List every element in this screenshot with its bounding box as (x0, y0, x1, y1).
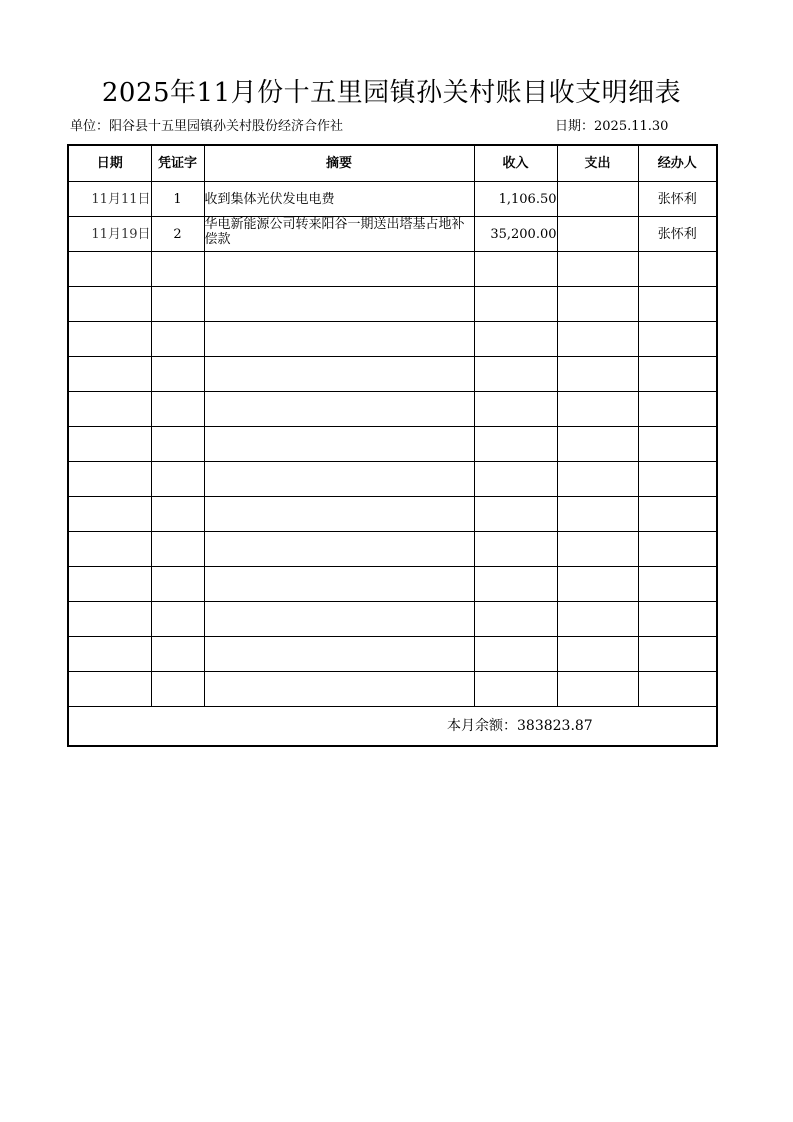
date-value: 2025.11.30 (594, 119, 669, 134)
empty-cell (474, 392, 557, 427)
unit-name: 阳谷县十五里园镇孙关村股份经济合作社 (109, 119, 344, 134)
empty-row (68, 567, 717, 602)
empty-cell (638, 637, 717, 672)
empty-cell (151, 322, 204, 357)
empty-cell (204, 322, 474, 357)
cell-operator: 张怀利 (638, 217, 717, 252)
empty-cell (204, 427, 474, 462)
header-operator: 经办人 (638, 145, 717, 182)
empty-cell (204, 532, 474, 567)
empty-row (68, 252, 717, 287)
date-info (555, 118, 668, 136)
cell-summary: 收到集体光伏发电电费 (204, 182, 474, 217)
empty-cell (557, 567, 638, 602)
cell-date: 11月19日 (68, 217, 151, 252)
empty-cell (204, 672, 474, 707)
empty-cell (474, 602, 557, 637)
cell-income: 35,200.00 (474, 217, 557, 252)
empty-cell (151, 252, 204, 287)
empty-row (68, 462, 717, 497)
empty-cell (68, 252, 151, 287)
empty-cell (638, 427, 717, 462)
empty-row (68, 357, 717, 392)
cell-voucher: 2 (151, 217, 204, 252)
empty-cell (557, 427, 638, 462)
empty-cell (204, 357, 474, 392)
empty-cell (638, 287, 717, 322)
empty-cell (151, 602, 204, 637)
empty-cell (474, 672, 557, 707)
empty-cell (204, 602, 474, 637)
table-row (68, 217, 717, 252)
empty-cell (151, 497, 204, 532)
empty-cell (474, 462, 557, 497)
ledger-table (67, 144, 718, 747)
empty-cell (68, 637, 151, 672)
cell-expense (557, 182, 638, 217)
empty-cell (151, 637, 204, 672)
empty-cell (151, 357, 204, 392)
empty-cell (68, 462, 151, 497)
empty-cell (557, 252, 638, 287)
cell-voucher: 1 (151, 182, 204, 217)
header-date: 日期 (68, 145, 151, 182)
unit-label: 单位： (70, 119, 110, 134)
empty-cell (474, 357, 557, 392)
empty-cell (638, 497, 717, 532)
empty-cell (474, 567, 557, 602)
empty-cell (68, 322, 151, 357)
empty-row (68, 392, 717, 427)
empty-cell (204, 567, 474, 602)
empty-row (68, 602, 717, 637)
empty-cell (68, 427, 151, 462)
header-voucher: 凭证字 (151, 145, 204, 182)
empty-cell (204, 252, 474, 287)
empty-cell (638, 252, 717, 287)
empty-cell (474, 322, 557, 357)
empty-cell (557, 637, 638, 672)
cell-income: 1,106.50 (474, 182, 557, 217)
empty-cell (204, 287, 474, 322)
header-income: 收入 (474, 145, 557, 182)
empty-cell (68, 567, 151, 602)
empty-cell (638, 672, 717, 707)
empty-cell (151, 287, 204, 322)
empty-cell (151, 392, 204, 427)
empty-cell (68, 357, 151, 392)
empty-cell (204, 392, 474, 427)
empty-cell (151, 427, 204, 462)
empty-row (68, 287, 717, 322)
empty-cell (557, 392, 638, 427)
header-expense: 支出 (557, 145, 638, 182)
empty-cell (474, 427, 557, 462)
empty-cell (204, 462, 474, 497)
page-title: 2025年11月份十五里园镇孙关村账目收支明细表 (101, 78, 682, 108)
empty-cell (557, 532, 638, 567)
empty-row (68, 427, 717, 462)
empty-row (68, 672, 717, 707)
empty-cell (638, 462, 717, 497)
unit-info (70, 118, 343, 136)
balance-cell (68, 707, 717, 747)
cell-date: 11月11日 (68, 182, 151, 217)
empty-cell (557, 462, 638, 497)
empty-cell (68, 672, 151, 707)
empty-cell (68, 602, 151, 637)
table-row (68, 182, 717, 217)
empty-cell (151, 462, 204, 497)
cell-operator: 张怀利 (638, 182, 717, 217)
cell-expense (557, 217, 638, 252)
empty-cell (204, 497, 474, 532)
empty-cell (557, 287, 638, 322)
empty-cell (557, 602, 638, 637)
empty-cell (68, 497, 151, 532)
empty-cell (204, 637, 474, 672)
empty-cell (474, 287, 557, 322)
empty-cell (474, 252, 557, 287)
balance-value: 383823.87 (517, 717, 593, 734)
empty-cell (68, 287, 151, 322)
empty-cell (474, 497, 557, 532)
empty-cell (557, 497, 638, 532)
date-label: 日期： (555, 119, 595, 134)
empty-cell (557, 357, 638, 392)
empty-row (68, 322, 717, 357)
empty-row (68, 497, 717, 532)
empty-cell (638, 392, 717, 427)
empty-row (68, 637, 717, 672)
empty-cell (638, 532, 717, 567)
empty-cell (474, 637, 557, 672)
empty-cell (557, 322, 638, 357)
balance-label: 本月余额： (447, 717, 517, 734)
balance-row (68, 707, 717, 747)
cell-summary: 华电新能源公司转来阳谷一期送出塔基占地补偿款 (204, 217, 474, 252)
empty-cell (151, 567, 204, 602)
empty-cell (638, 322, 717, 357)
empty-cell (638, 357, 717, 392)
empty-cell (638, 567, 717, 602)
empty-cell (151, 672, 204, 707)
empty-cell (638, 602, 717, 637)
empty-cell (68, 532, 151, 567)
header-row (68, 145, 717, 182)
empty-cell (557, 672, 638, 707)
empty-row (68, 532, 717, 567)
empty-cell (151, 532, 204, 567)
balance-text (69, 719, 716, 734)
header-summary: 摘要 (204, 145, 474, 182)
empty-cell (68, 392, 151, 427)
empty-cell (474, 532, 557, 567)
